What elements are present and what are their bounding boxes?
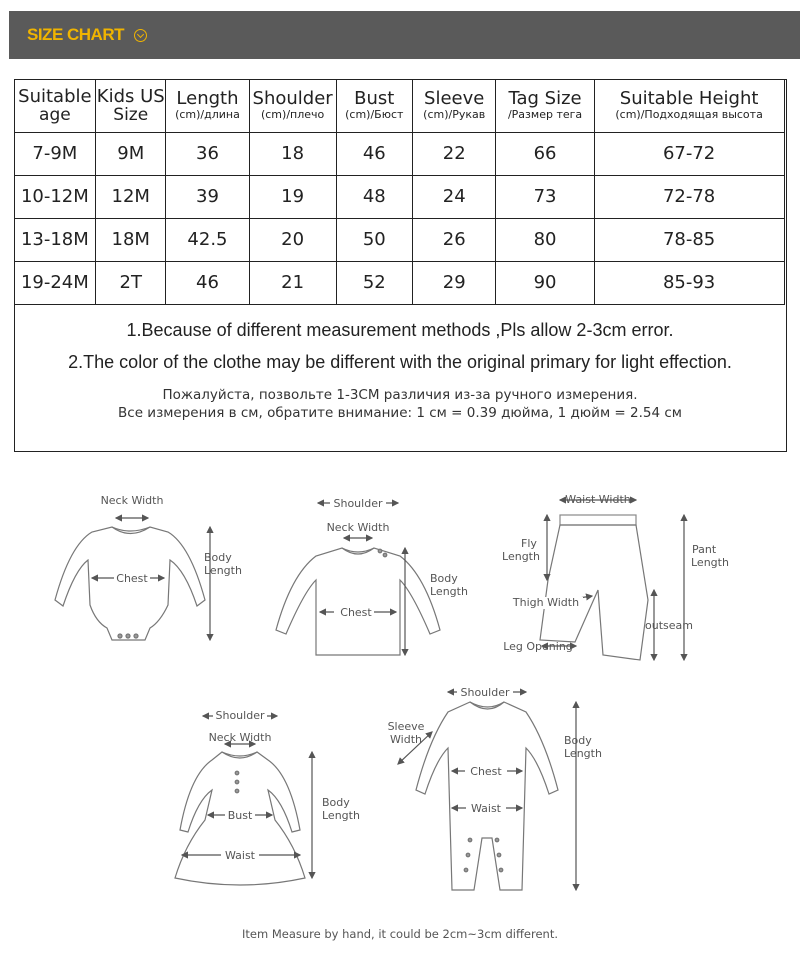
table-row bbox=[14, 132, 784, 175]
table-header-row bbox=[14, 79, 784, 132]
note-measurement-error: 1.Because of different measurement methods ,Pls allow 2-3cm error. bbox=[126, 320, 674, 340]
pants-length-label: Length bbox=[691, 556, 729, 569]
cell-tag-size: 73 bbox=[496, 175, 594, 218]
pants-fly-label: Fly bbox=[521, 537, 537, 550]
cell-shoulder: 18 bbox=[249, 132, 336, 175]
header-sleeve: Sleeve (cm)/Рукав bbox=[413, 79, 496, 132]
cell-bust: 48 bbox=[336, 175, 412, 218]
romper-body-label: Body bbox=[564, 734, 592, 747]
header-age: Suitable age bbox=[14, 79, 96, 132]
cell-age: 10-12M bbox=[14, 175, 96, 218]
cell-sleeve: 29 bbox=[413, 261, 496, 304]
dress-body-label: Body bbox=[322, 796, 350, 809]
cell-age: 13-18M bbox=[14, 218, 96, 261]
header-length: Length (cm)/длина bbox=[166, 79, 249, 132]
cell-length: 39 bbox=[166, 175, 249, 218]
header-us-size: Kids US Size bbox=[96, 79, 166, 132]
chevron-down-circle-icon bbox=[134, 29, 147, 42]
cell-shoulder: 19 bbox=[249, 175, 336, 218]
dress-shoulder-label: Shoulder bbox=[215, 709, 265, 722]
romper-diagram bbox=[398, 692, 576, 890]
note-ru-measurement: Пожалуйста, позвольте 1-3CM различия из-за ручного измерения. bbox=[162, 387, 638, 403]
cell-bust: 50 bbox=[336, 218, 412, 261]
pants-thigh-label: Thigh Width bbox=[512, 596, 580, 609]
sweater-shoulder-label: Shoulder bbox=[333, 497, 383, 510]
size-chart-header bbox=[9, 11, 800, 59]
cell-age: 19-24M bbox=[14, 261, 96, 304]
pants-leg-label: Leg Opening bbox=[503, 640, 573, 653]
pants-waist-label: Waist Width bbox=[565, 493, 631, 506]
cell-length: 36 bbox=[166, 132, 249, 175]
cell-tag-size: 66 bbox=[496, 132, 594, 175]
dress-bust-label: Bust bbox=[227, 809, 253, 822]
cell-us-size: 12M bbox=[96, 175, 166, 218]
cell-tag-size: 80 bbox=[496, 218, 594, 261]
cell-shoulder: 20 bbox=[249, 218, 336, 261]
cell-age: 7-9M bbox=[14, 132, 96, 175]
cell-shoulder: 21 bbox=[249, 261, 336, 304]
bodysuit-neck-label: Neck Width bbox=[100, 494, 164, 507]
cell-bust: 52 bbox=[336, 261, 412, 304]
bodysuit-length-label: Length bbox=[204, 564, 242, 577]
romper-sleeve-width-label: Width bbox=[390, 733, 422, 746]
romper-shoulder-label: Shoulder bbox=[460, 686, 510, 699]
cell-height: 85-93 bbox=[594, 261, 784, 304]
pants-diagram bbox=[540, 500, 684, 660]
header-shoulder: Shoulder (cm)/плечо bbox=[249, 79, 336, 132]
dress-neck-label: Neck Width bbox=[208, 731, 272, 744]
cell-sleeve: 26 bbox=[413, 218, 496, 261]
sweater-neck-label: Neck Width bbox=[326, 521, 390, 534]
cell-tag-size: 90 bbox=[496, 261, 594, 304]
dress-waist-label: Waist bbox=[224, 849, 256, 862]
size-table-frame bbox=[14, 79, 787, 452]
cell-us-size: 9M bbox=[96, 132, 166, 175]
cell-height: 67-72 bbox=[594, 132, 784, 175]
header-tag-size: Tag Size /Размер тега bbox=[496, 79, 594, 132]
romper-sleeve-label: Sleeve bbox=[387, 720, 425, 733]
cell-us-size: 18M bbox=[96, 218, 166, 261]
measurement-diagrams bbox=[0, 470, 800, 950]
dress-length-label: Length bbox=[322, 809, 360, 822]
cell-sleeve: 22 bbox=[413, 132, 496, 175]
note-ru-units: Все измерения в см, обратите внимание: 1 см = 0.39 дюйма, 1 дюйм = 2.54 см bbox=[118, 405, 682, 421]
sweater-body-label: Body bbox=[430, 572, 458, 585]
romper-chest-label: Chest bbox=[470, 765, 502, 778]
cell-length: 42.5 bbox=[166, 218, 249, 261]
pants-fly-length-label: Length bbox=[502, 550, 540, 563]
table-row bbox=[14, 261, 784, 304]
romper-waist-label: Waist bbox=[470, 802, 502, 815]
note-color-difference: 2.The color of the clothe may be different with the original primary for light effection. bbox=[68, 352, 732, 372]
table-row bbox=[14, 218, 784, 261]
header-height: Suitable Height (cm)/Подходящая высота bbox=[594, 79, 784, 132]
size-chart-title: SIZE CHART bbox=[27, 25, 124, 44]
pants-pant-label: Pant bbox=[692, 543, 717, 556]
table-row bbox=[14, 175, 784, 218]
bodysuit-chest-label: Chest bbox=[116, 572, 148, 585]
romper-length-label: Length bbox=[564, 747, 602, 760]
cell-length: 46 bbox=[166, 261, 249, 304]
pants-outseam-label: outseam bbox=[645, 619, 693, 632]
bodysuit-body-label: Body bbox=[204, 551, 232, 564]
cell-height: 72-78 bbox=[594, 175, 784, 218]
footer-note: Item Measure by hand, it could be 2cm~3cm different. bbox=[241, 927, 559, 941]
cell-us-size: 2T bbox=[96, 261, 166, 304]
header-bust: Bust (cm)/Бюст bbox=[336, 79, 412, 132]
sweater-length-label: Length bbox=[430, 585, 468, 598]
cell-height: 78-85 bbox=[594, 218, 784, 261]
size-table bbox=[14, 79, 785, 305]
cell-sleeve: 24 bbox=[413, 175, 496, 218]
cell-bust: 46 bbox=[336, 132, 412, 175]
sweater-chest-label: Chest bbox=[340, 606, 372, 619]
